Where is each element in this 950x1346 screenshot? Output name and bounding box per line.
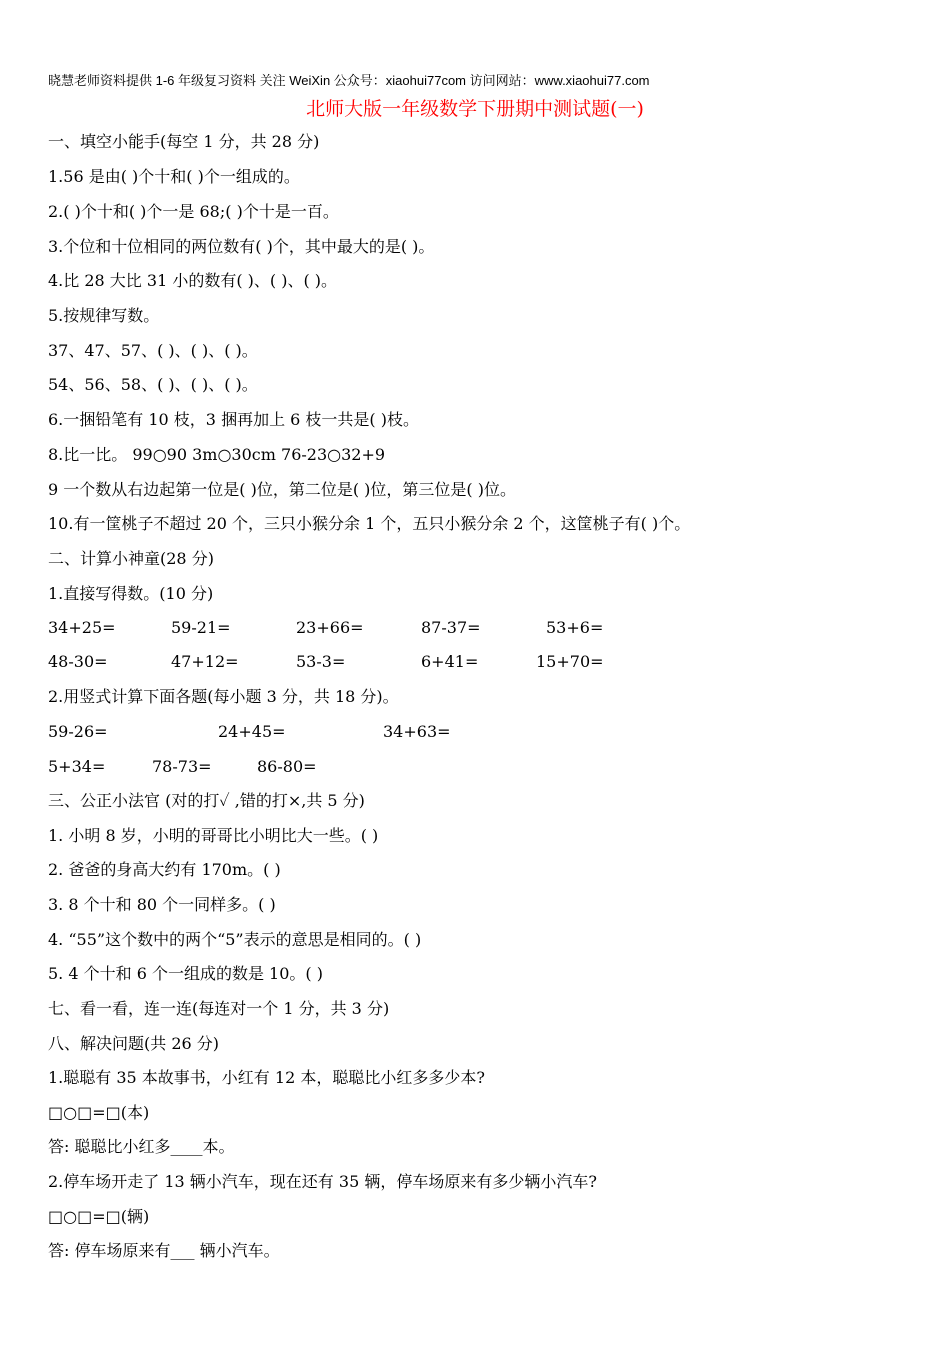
question-1-9: 9 一个数从右边起第一位是( )位，第二位是( )位，第三位是( )位。 — [48, 480, 516, 499]
question-1-5a: 37、47、57、( )、( )、( )。 — [48, 341, 258, 360]
calc-item: 53-3= — [296, 652, 346, 671]
calc-item: 15+70= — [536, 652, 604, 671]
section-2-sub-2: 2.用竖式计算下面各题(每小题 3 分，共 18 分)。 — [48, 687, 399, 706]
vertical-calc-item: 78-73= — [152, 757, 212, 776]
vertical-calc-item: 34+63= — [383, 722, 451, 741]
calc-item: 6+41= — [421, 652, 479, 671]
judge-item-2: 2. 爸爸的身高大约有 170m。( ) — [48, 860, 281, 879]
question-1-1: 1.56 是由( )个十和( )个一组成的。 — [48, 167, 300, 186]
calc-item: 47+12= — [171, 652, 239, 671]
judge-item-4: 4. “55”这个数中的两个“5”表示的意思是相同的。( ) — [48, 930, 422, 949]
section-3-heading: 三、公正小法官 (对的打✓ ,错的打×,共 5 分) — [48, 791, 365, 810]
vertical-calc-item: 59-26= — [48, 722, 108, 741]
vertical-calc-item: 5+34= — [48, 757, 106, 776]
question-1-10: 10.有一筐桃子不超过 20 个，三只小猴分余 1 个，五只小猴分余 2 个，这筐桃子有( )个。 — [48, 514, 691, 533]
question-1-5: 5.按规律写数。 — [48, 306, 160, 325]
calc-item: 87-37= — [421, 618, 481, 637]
section-7-heading: 七、看一看，连一连(每连对一个 1 分，共 3 分) — [48, 999, 390, 1018]
section-8-heading: 八、解决问题(共 26 分) — [48, 1034, 220, 1053]
vertical-calc-item: 86-80= — [257, 757, 317, 776]
calc-item: 23+66= — [296, 618, 364, 637]
question-1-5b: 54、56、58、( )、( )、( )。 — [48, 375, 258, 394]
problem-1-formula: □○□=□(本) — [48, 1103, 150, 1122]
judge-item-5: 5. 4 个十和 6 个一组成的数是 10。( ) — [48, 964, 323, 983]
problem-2-answer: 答: 停车场原来有___ 辆小汽车。 — [48, 1241, 280, 1260]
calc-item: 53+6= — [546, 618, 604, 637]
judge-item-3: 3. 8 个十和 80 个一同样多。( ) — [48, 895, 276, 914]
problem-2-formula: □○□=□(辆) — [48, 1207, 150, 1226]
question-1-6: 6.一捆铅笔有 10 枝，3 捆再加上 6 枝一共是( )枝。 — [48, 410, 419, 429]
question-1-4: 4.比 28 大比 31 小的数有( )、( )、( )。 — [48, 271, 338, 290]
page-title: 北师大版一年级数学下册期中测试题(一) — [306, 98, 644, 120]
section-2-heading: 二、计算小神童(28 分) — [48, 549, 214, 568]
problem-1-answer: 答: 聪聪比小红多____本。 — [48, 1137, 235, 1156]
calc-item: 48-30= — [48, 652, 108, 671]
calc-item: 34+25= — [48, 618, 116, 637]
section-2-sub-1: 1.直接写得数。(10 分) — [48, 584, 214, 603]
question-1-2: 2.( )个十和( )个一是 68;( )个十是一百。 — [48, 202, 339, 221]
problem-1: 1.聪聪有 35 本故事书，小红有 12 本，聪聪比小红多多少本? — [48, 1068, 485, 1087]
problem-2: 2.停车场开走了 13 辆小汽车，现在还有 35 辆，停车场原来有多少辆小汽车? — [48, 1172, 597, 1191]
question-1-8: 8.比一比。 99○90 3m○30cm 76-23○32+9 — [48, 445, 386, 464]
vertical-calc-item: 24+45= — [218, 722, 286, 741]
question-1-3: 3.个位和十位相同的两位数有( )个，其中最大的是( )。 — [48, 237, 435, 256]
judge-item-1: 1. 小明 8 岁，小明的哥哥比小明比大一些。( ) — [48, 826, 379, 845]
source-header: 晓慧老师资料提供 1-6 年级复习资料 关注 WeiXin 公众号：xiaohui77com 访问网站：www.xiaohui77.com — [48, 73, 650, 88]
calc-item: 59-21= — [171, 618, 231, 637]
section-1-heading: 一、填空小能手(每空 1 分，共 28 分) — [48, 132, 320, 151]
